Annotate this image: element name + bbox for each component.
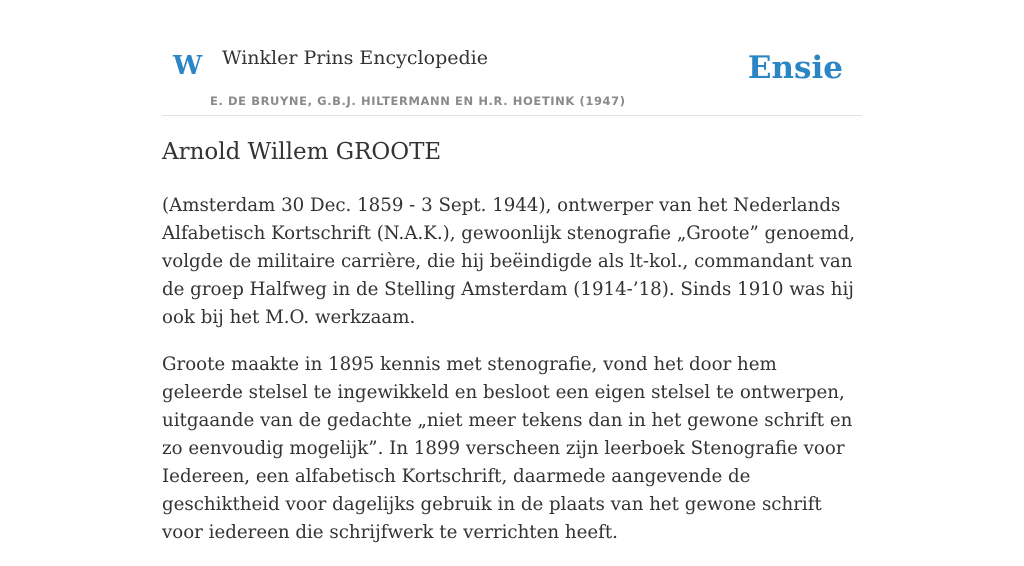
article-paragraph: Groote maakte in 1895 kennis met stenografie, vond het door hem geleerde stelsel te ingewikkeld en besloot een eigen stelsel te ontwerpen, uitgaande van de gedachte „niet meer tekens dan in het gewone schrift en zo eenvoudig mogelijk”. In 1899 verscheen zijn leerboek Stenografie voor Iedereen, een alfabetisch Kortschrift, daarmede aangevende de geschiktheid voor dagelijks gebruik in de plaats van het gewone schrift voor iedereen die schrijfwerk te verrichten heeft.	[162, 354, 853, 543]
article-body	[162, 192, 862, 566]
winkler-prins-logo-icon[interactable]: W	[173, 51, 203, 81]
encyclopedia-authors: E. DE BRUYNE, G.B.J. HILTERMANN EN H.R. HOETINK (1947)	[210, 94, 626, 108]
site-header	[162, 40, 862, 116]
article-paragraph: (Amsterdam 30 Dec. 1859 - 3 Sept. 1944), ontwerper van het Nederlands Alfabetisch Kortschrift (N.A.K.), gewoonlijk stenografie „Groote” genoemd, volgde de militaire carrière, die hij beëindigde als lt-kol., commandant van de groep Halfweg in de Stelling Amsterdam (1914-’18). Sinds 1910 was hij ook bij het M.O. werkzaam.	[162, 195, 856, 328]
article-title: Arnold Willem GROOTE	[162, 139, 442, 165]
encyclopedia-title[interactable]: Winkler Prins Encyclopedie	[222, 47, 488, 69]
ensie-logo-link[interactable]: Ensie	[747, 50, 843, 86]
